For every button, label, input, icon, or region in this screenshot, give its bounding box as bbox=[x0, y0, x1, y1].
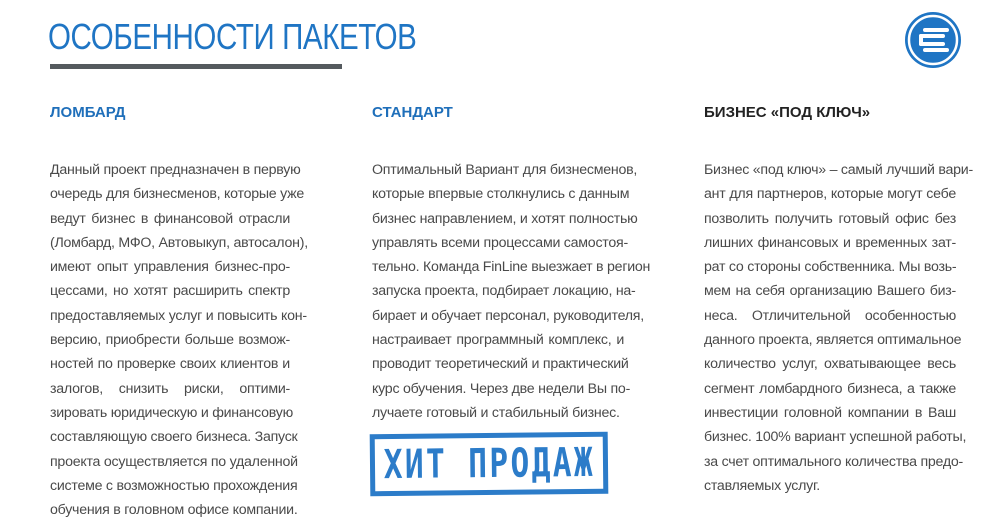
bestseller-stamp bbox=[370, 432, 609, 496]
text-line: ант для партнеров, которые могут себе bbox=[704, 186, 956, 203]
text-line: мем на себя организацию Вашего биз- bbox=[704, 283, 956, 300]
column-heading: БИЗНЕС «ПОД КЛЮЧ» bbox=[704, 104, 871, 121]
text-line: сегмент ломбардного бизнеса, а также bbox=[704, 380, 956, 397]
text-line: бизнес направлением, и хотят полностью bbox=[372, 210, 638, 227]
text-line: Бизнес «под ключ» – самый лучший вари- bbox=[704, 162, 973, 178]
text-line: зировать юридическую и финансовую bbox=[50, 404, 293, 421]
column-lombard bbox=[50, 102, 308, 522]
text-line: инвестиции головной компании в Ваш bbox=[704, 404, 956, 421]
column-heading: СТАНДАРТ bbox=[372, 104, 453, 121]
text-line: бирает и обучает персонал, руководителя, bbox=[372, 307, 644, 324]
page-title: ОСОБЕННОСТИ ПАКЕТОВ bbox=[48, 16, 417, 57]
text-line: цессами, но хотят расширить спектр bbox=[50, 283, 290, 300]
column-text bbox=[372, 158, 651, 425]
text-line: составляющую своего бизнеса. Запуск bbox=[50, 429, 298, 446]
text-line: управлять всеми процессами самостоя- bbox=[372, 234, 628, 251]
text-line: ностей по проверке своих клиентов и bbox=[50, 356, 290, 373]
title-underline bbox=[50, 64, 342, 69]
text-line: лишних финансовых и временных зат- bbox=[704, 234, 956, 251]
text-line: залогов, снизить риски, оптими- bbox=[50, 380, 290, 397]
column-text bbox=[704, 158, 973, 498]
finline-logo-icon bbox=[903, 10, 963, 70]
text-line: версию, приобрести больше возмож- bbox=[50, 332, 290, 349]
text-line: Данный проект предназначен в первую bbox=[50, 162, 301, 178]
text-line: Оптимальный Вариант для бизнесменов, bbox=[372, 162, 638, 178]
text-line: ставляемых услуг. bbox=[704, 477, 820, 494]
text-line: лучаете готовый и стабильный бизнес. bbox=[372, 404, 620, 421]
text-line: бизнес. 100% вариант успешной работы, bbox=[704, 429, 967, 446]
text-line: за счет оптимального количества предо- bbox=[704, 453, 964, 470]
text-line: очередь для бизнесменов, которые уже bbox=[50, 186, 305, 203]
text-line: проводит теоретический и практический bbox=[372, 356, 629, 373]
column-heading: ЛОМБАРД bbox=[50, 104, 126, 121]
text-line: проекта осуществляется по удаленной bbox=[50, 453, 298, 470]
text-line: количество услуг, охватывающее весь bbox=[704, 356, 956, 373]
text-line: данного проекта, является оптимальное bbox=[704, 332, 962, 349]
text-line: имеют опыт управления бизнес-про- bbox=[50, 259, 290, 276]
text-line: системе с возможностью прохождения bbox=[50, 477, 298, 494]
text-line: обучения в головном офисе компании. bbox=[50, 502, 298, 519]
column-turnkey bbox=[704, 102, 973, 498]
text-line: которые впервые столкнулись с данным bbox=[372, 186, 630, 203]
column-standard bbox=[372, 102, 651, 425]
stamp-text: ХИТ ПРОДАЖ bbox=[383, 439, 595, 489]
text-line: курс обучения. Через две недели Вы по- bbox=[372, 380, 631, 397]
text-line: настраивает программный комплекс, и bbox=[372, 332, 624, 349]
text-line: (Ломбард, МФО, Автовыкуп, автосалон), bbox=[50, 234, 308, 251]
text-line: ведут бизнес в финансовой отрасли bbox=[50, 210, 290, 227]
text-line: рат со стороны собственника. Мы возь- bbox=[704, 259, 957, 276]
text-line: запуска проекта, подбирает локацию, на- bbox=[372, 283, 636, 300]
text-line: тельно. Команда FinLine выезжает в регион bbox=[372, 259, 651, 276]
text-line: предоставляемых услуг и повысить кон- bbox=[50, 307, 307, 324]
text-line: позволить получить готовый офис без bbox=[704, 210, 956, 227]
column-text bbox=[50, 158, 308, 522]
text-line: неса. Отличительной особенностью bbox=[704, 307, 956, 324]
